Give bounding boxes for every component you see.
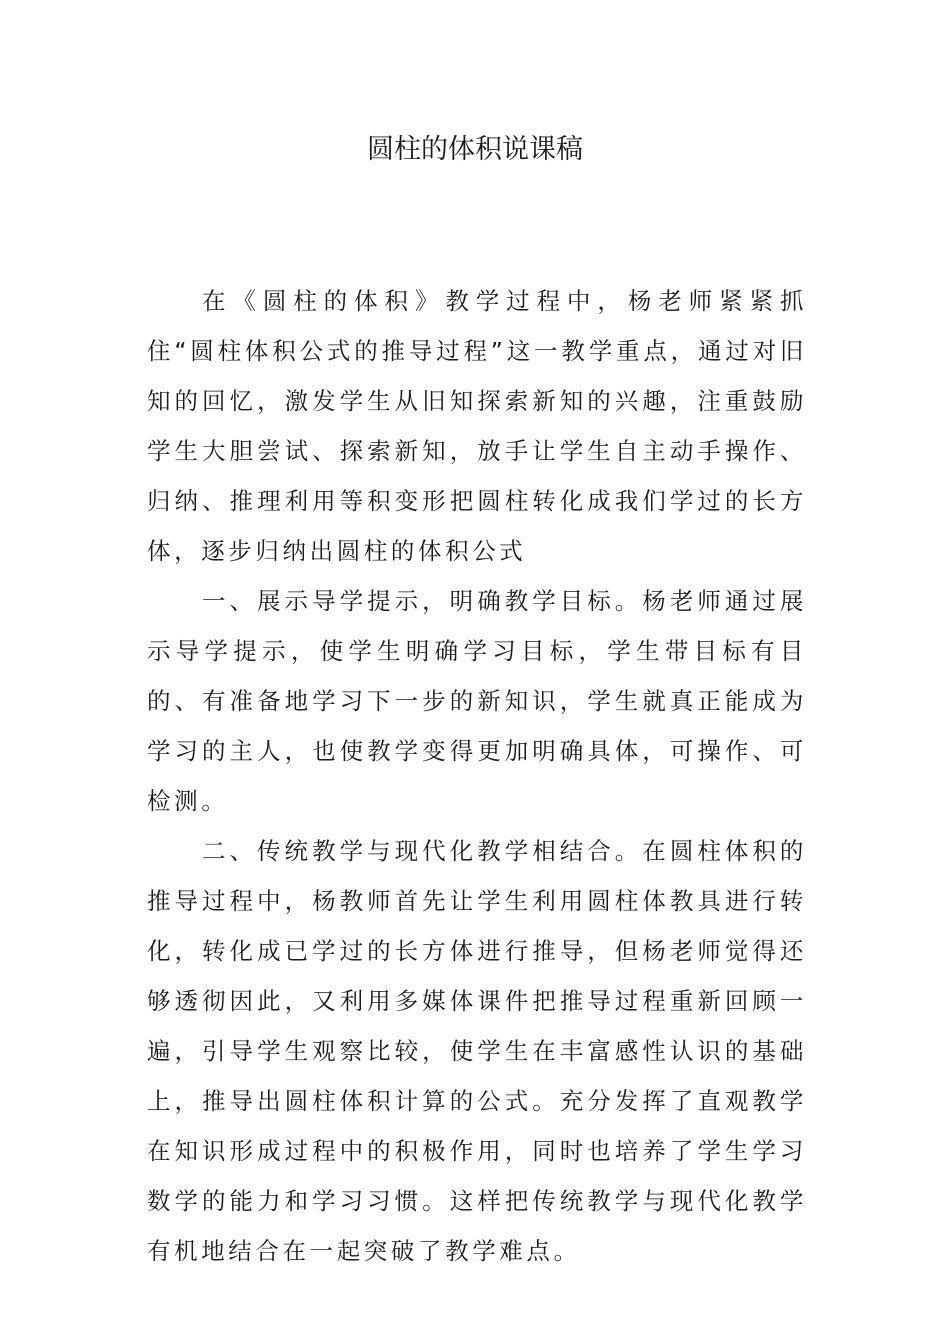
document-body [147,276,807,1276]
document-title: 圆柱的体积说课稿 [367,134,583,165]
paragraph-section-2: 二、传统教学与现代化教学相结合。在圆柱体积的推导过程中，杨教师首先让学生利用圆柱体教具进行转化，转化成已学过的长方体进行推导，但杨老师觉得还够透彻因此，又利用多媒体课件把推导过程重新回顾一遍，引导学生观察比较，使学生在丰富感性认识的基础上，推导出圆柱体积计算的公式。充分发挥了直观教学在知识形成过程中的积极作用，同时也培养了学生学习数学的能力和学习习惯。这样把传统教学与现代化教学有机地结合在一起突破了教学难点。 [147,837,807,1265]
paragraph-section-1: 一、展示导学提示，明确教学目标。杨老师通过展示导学提示，使学生明确学习目标，学生带目标有目的、有准备地学习下一步的新知识，学生就真正能成为学习的主人，也使教学变得更加明确具体，可操作、可检测。 [147,587,807,815]
paragraph-intro: 在《圆柱的体积》教学过程中，杨老师紧紧抓住“圆柱体积公式的推导过程”这一教学重点，通过对旧知的回忆，激发学生从旧知探索新知的兴趣，注重鼓励学生大胆尝试、探索新知，放手让学生自主动手操作、归纳、推理利用等积变形把圆柱转化成我们学过的长方体，逐步归纳出圆柱的体积公式 [147,287,807,565]
